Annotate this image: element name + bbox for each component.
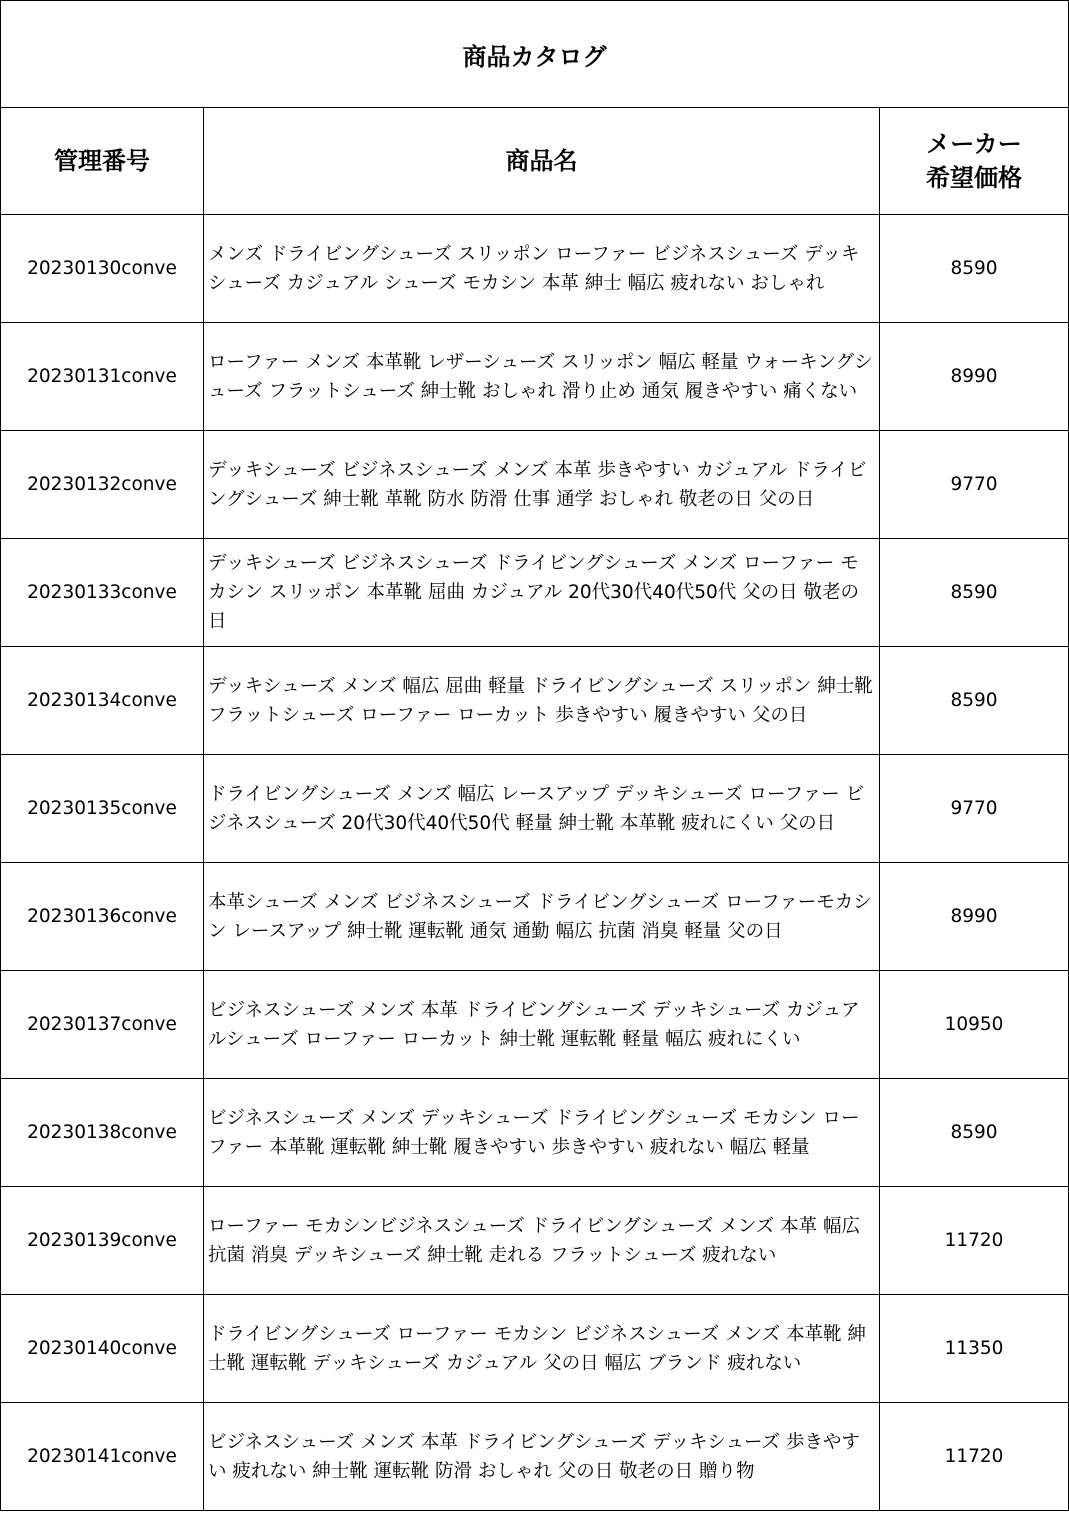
product-name: メンズ ドライビングシューズ スリッポン ローファー ビジネスシューズ デッキシューズ カジュアル シューズ モカシン 本革 紳士 幅広 疲れない おしゃれ <box>204 215 880 323</box>
product-price: 11720 <box>880 1403 1069 1511</box>
table-row <box>1 1295 1069 1403</box>
product-price: 9770 <box>880 755 1069 863</box>
table-row <box>1 539 1069 647</box>
product-price: 8590 <box>880 1079 1069 1187</box>
product-name: ビジネスシューズ メンズ 本革 ドライビングシューズ デッキシューズ カジュアルシューズ ローファー ローカット 紳士靴 運転靴 軽量 幅広 疲れにくい <box>204 971 880 1079</box>
product-price: 8990 <box>880 323 1069 431</box>
product-id: 20230138conve <box>1 1079 204 1187</box>
product-price: 10950 <box>880 971 1069 1079</box>
header-name: 商品名 <box>204 108 880 215</box>
product-name: ローファー メンズ 本革靴 レザーシューズ スリッポン 幅広 軽量 ウォーキングシューズ フラットシューズ 紳士靴 おしゃれ 滑り止め 通気 履きやすい 痛くない <box>204 323 880 431</box>
table-row <box>1 1403 1069 1511</box>
header-row <box>1 108 1069 215</box>
table-title: 商品カタログ <box>1 1 1069 108</box>
product-name: ドライビングシューズ ローファー モカシン ビジネスシューズ メンズ 本革靴 紳士靴 運転靴 デッキシューズ カジュアル 父の日 幅広 ブランド 疲れない <box>204 1295 880 1403</box>
header-price <box>880 108 1069 215</box>
product-id: 20230133conve <box>1 539 204 647</box>
product-id: 20230137conve <box>1 971 204 1079</box>
table-row <box>1 1187 1069 1295</box>
product-id: 20230134conve <box>1 647 204 755</box>
table-row <box>1 323 1069 431</box>
product-name: デッキシューズ メンズ 幅広 屈曲 軽量 ドライビングシューズ スリッポン 紳士靴 フラットシューズ ローファー ローカット 歩きやすい 履きやすい 父の日 <box>204 647 880 755</box>
product-id: 20230140conve <box>1 1295 204 1403</box>
product-name: デッキシューズ ビジネスシューズ ドライビングシューズ メンズ ローファー モカシン スリッポン 本革靴 屈曲 カジュアル 20代30代40代50代 父の日 敬老の日 <box>204 539 880 647</box>
table-row <box>1 971 1069 1079</box>
title-row <box>1 1 1069 108</box>
product-name: ビジネスシューズ メンズ デッキシューズ ドライビングシューズ モカシン ローファー 本革靴 運転靴 紳士靴 履きやすい 歩きやすい 疲れない 幅広 軽量 <box>204 1079 880 1187</box>
product-name: ローファー モカシンビジネスシューズ ドライビングシューズ メンズ 本革 幅広 抗菌 消臭 デッキシューズ 紳士靴 走れる フラットシューズ 疲れない <box>204 1187 880 1295</box>
product-id: 20230136conve <box>1 863 204 971</box>
product-name: ドライビングシューズ メンズ 幅広 レースアップ デッキシューズ ローファー ビジネスシューズ 20代30代40代50代 軽量 紳士靴 本革靴 疲れにくい 父の日 <box>204 755 880 863</box>
table-row <box>1 431 1069 539</box>
product-name: 本革シューズ メンズ ビジネスシューズ ドライビングシューズ ローファーモカシン レースアップ 紳士靴 運転靴 通気 通勤 幅広 抗菌 消臭 軽量 父の日 <box>204 863 880 971</box>
product-name: ビジネスシューズ メンズ 本革 ドライビングシューズ デッキシューズ 歩きやすい 疲れない 紳士靴 運転靴 防滑 おしゃれ 父の日 敬老の日 贈り物 <box>204 1403 880 1511</box>
table-row <box>1 647 1069 755</box>
table-row <box>1 215 1069 323</box>
header-price-line1: メーカー <box>926 130 1022 158</box>
product-price: 11350 <box>880 1295 1069 1403</box>
product-price: 11720 <box>880 1187 1069 1295</box>
product-id: 20230141conve <box>1 1403 204 1511</box>
table-row <box>1 863 1069 971</box>
product-id: 20230130conve <box>1 215 204 323</box>
table-row <box>1 1079 1069 1187</box>
product-id: 20230135conve <box>1 755 204 863</box>
product-id: 20230131conve <box>1 323 204 431</box>
product-price: 8590 <box>880 647 1069 755</box>
product-name: デッキシューズ ビジネスシューズ メンズ 本革 歩きやすい カジュアル ドライビングシューズ 紳士靴 革靴 防水 防滑 仕事 通学 おしゃれ 敬老の日 父の日 <box>204 431 880 539</box>
product-price: 8590 <box>880 539 1069 647</box>
header-id: 管理番号 <box>1 108 204 215</box>
product-price: 8590 <box>880 215 1069 323</box>
product-price: 8990 <box>880 863 1069 971</box>
header-price-line2: 希望価格 <box>926 164 1022 192</box>
table-row <box>1 755 1069 863</box>
product-price: 9770 <box>880 431 1069 539</box>
product-id: 20230132conve <box>1 431 204 539</box>
product-id: 20230139conve <box>1 1187 204 1295</box>
